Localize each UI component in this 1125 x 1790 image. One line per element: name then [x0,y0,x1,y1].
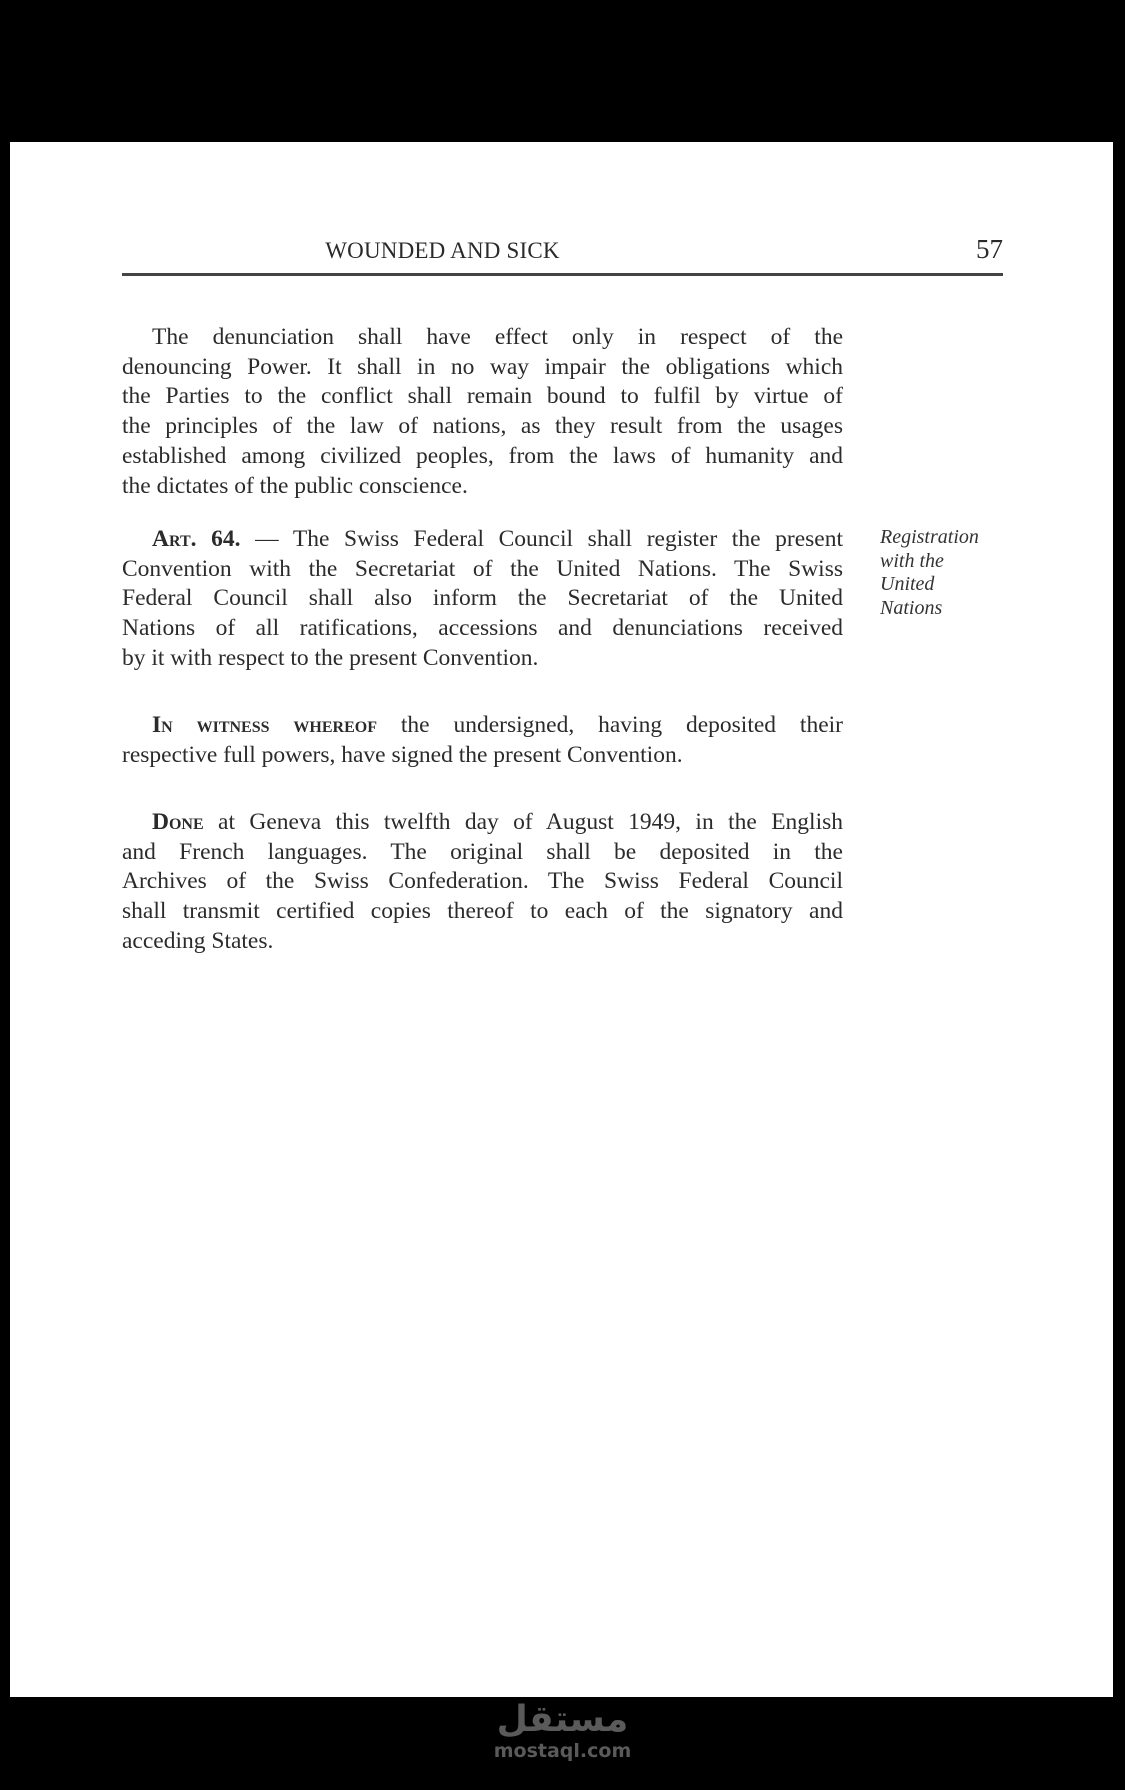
margin-note-line: with the [880,549,944,572]
text-line: Federal Council shall also inform the Secretariat of the United [122,585,843,612]
running-header [122,234,1003,272]
paragraph-done [122,808,843,957]
watermark-logo [0,1700,1125,1762]
text-line: the dictates of the public conscience. [122,472,468,499]
text-line [122,711,843,741]
margin-note-line: Nations [880,596,943,619]
text-line: the principles of the law of nations, as they result from the usages [122,413,843,440]
text-line: by it with respect to the present Convention. [122,644,539,671]
text-line: shall transmit certified copies thereof to each of the signatory and [122,898,843,925]
text-line: The denunciation shall have effect only in respect of the [152,324,843,350]
text-line: respective full powers, have signed the present Convention. [122,741,683,768]
watermark-latin: mostaql.com [493,1740,632,1762]
article-label: Art. 64. [152,526,241,552]
witness-label: In witness whereof [152,712,377,738]
text-line: and French languages. The original shall be deposited in the [122,838,843,865]
text-fragment: at Geneva this twelfth day of August 1949, in the English [203,809,843,835]
text-fragment: — The Swiss Federal Council shall register the present [240,526,843,552]
done-label: Done [152,809,204,835]
text-line: denouncing Power. It shall in no way impair the obligations which [122,353,843,380]
margin-note-line: Registration [880,526,979,548]
paragraph-denunciation [122,323,843,501]
watermark-arabic: مستقل [496,1699,629,1740]
document-page [10,142,1113,1697]
text-line: acceding States. [122,927,274,954]
text-line [122,525,843,555]
margin-note [880,526,1000,620]
margin-note-line: United [880,573,935,595]
page-number: 57 [976,234,1003,264]
text-fragment: the undersigned, having deposited their [376,712,843,738]
text-line: Archives of the Swiss Confederation. The Swiss Federal Council [122,868,843,895]
text-line: established among civilized peoples, from the laws of humanity and [122,442,843,469]
text-line: Nations of all ratifications, accessions and denunciations received [122,615,843,642]
text-line [122,808,843,838]
running-title: WOUNDED AND SICK [325,238,560,263]
text-line: the Parties to the conflict shall remain bound to fulfil by virtue of [122,383,843,410]
header-rule [122,273,1003,276]
paragraph-witness [122,711,843,770]
text-line: Convention with the Secretariat of the United Nations. The Swiss [122,555,843,582]
paragraph-article-64 [122,525,843,674]
